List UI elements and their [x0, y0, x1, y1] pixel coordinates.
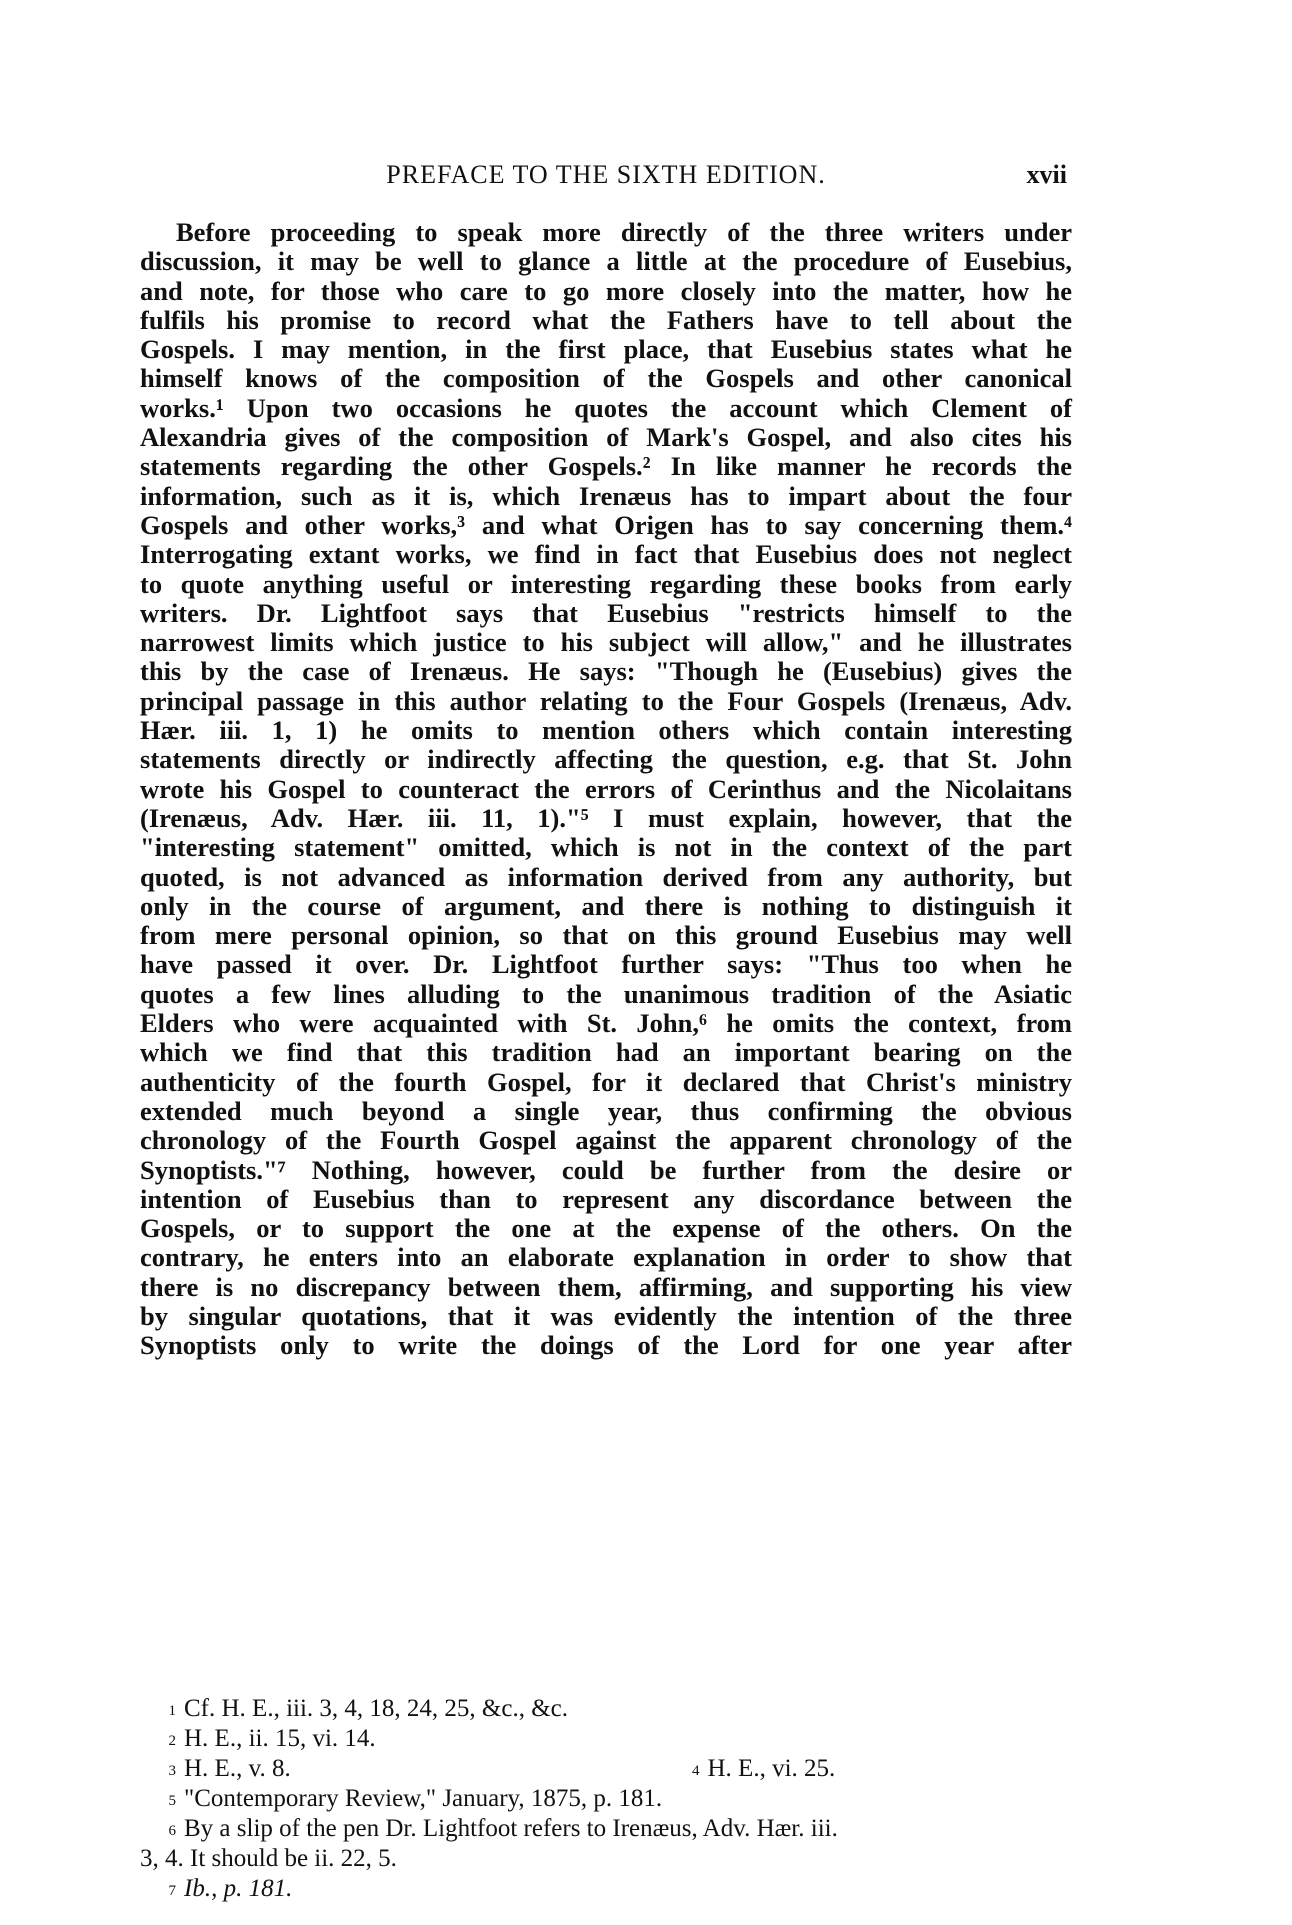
running-header — [140, 160, 1072, 200]
footnote-6-continuation: 3, 4. It should be ii. 22, 5. — [140, 1845, 397, 1872]
footnote-text: "Contemporary Review," January, 1875, p. 181. — [184, 1785, 663, 1812]
footnote-text: H. E., ii. 15, vi. 14. — [184, 1725, 376, 1752]
page-number: xvii — [1026, 160, 1067, 189]
body-line: statements regarding the other Gospels.² In like manner he records the — [140, 451, 1072, 482]
body-line: discussion, it may be well to glance a little at the procedure of Eusebius, — [140, 246, 1072, 277]
body-line: only in the course of argument, and there is nothing to distinguish it — [140, 890, 1072, 921]
body-line: which we find that this tradition had an important bearing on the — [140, 1037, 1072, 1068]
footnote-text: H. E., v. 8. — [184, 1755, 291, 1782]
footnote-text: Ib., p. 181. — [184, 1875, 293, 1902]
footnote-mark: 1 — [168, 1703, 176, 1719]
footnote-text: Cf. H. E., iii. 3, 4, 18, 24, 25, &c., &c. — [184, 1695, 568, 1722]
body-line: Gospels, or to support the one at the expense of the others. On the — [140, 1213, 1072, 1244]
body-line: authenticity of the fourth Gospel, for it declared that Christ's ministry — [140, 1066, 1072, 1097]
footnote-mark: 3 — [168, 1763, 176, 1779]
footnote-5 — [140, 1784, 1072, 1814]
body-line: intention of Eusebius than to represent any discordance between the — [140, 1183, 1072, 1214]
body-line: from mere personal opinion, so that on this ground Eusebius may well — [140, 920, 1072, 951]
body-line: (Irenæus, Adv. Hær. iii. 11, 1)."⁵ I must explain, however, that the — [140, 802, 1072, 833]
footnote-mark: 4 — [692, 1763, 700, 1779]
body-line: principal passage in this author relating to the Four Gospels (Irenæus, Adv. — [140, 685, 1072, 716]
footnote-mark: 2 — [168, 1733, 176, 1749]
body-line: Interrogating extant works, we find in fact that Eusebius does not neglect — [140, 539, 1072, 570]
body-line: have passed it over. Dr. Lightfoot further says: "Thus too when he — [140, 949, 1072, 980]
body-line: extended much beyond a single year, thus confirming the obvious — [140, 1095, 1072, 1126]
footnote-mark: 6 — [168, 1823, 176, 1839]
footnote-1 — [140, 1694, 1072, 1724]
body-line: Gospels. I may mention, in the first place, that Eusebius states what he — [140, 334, 1072, 365]
footnotes — [140, 1694, 1072, 1904]
body-line: quoted, is not advanced as information derived from any authority, but — [140, 861, 1072, 892]
footnote-7 — [140, 1874, 1072, 1904]
footnote-3 — [140, 1755, 291, 1782]
footnote-4 — [692, 1754, 835, 1784]
body-line: "interesting statement" omitted, which is not in the context of the part — [140, 832, 1072, 863]
footnote-mark: 7 — [168, 1883, 176, 1899]
body-line: statements directly or indirectly affecting the question, e.g. that St. John — [140, 744, 1072, 775]
body-line: and note, for those who care to go more closely into the matter, how he — [140, 275, 1072, 306]
body-line: works.¹ Upon two occasions he quotes the account which Clement of — [140, 392, 1072, 423]
body-line: to quote anything useful or interesting regarding these books from early — [140, 568, 1072, 599]
body-line: himself knows of the composition of the Gospels and other canonical — [140, 363, 1072, 394]
footnote-mark: 5 — [168, 1793, 176, 1809]
body-line: quotes a few lines alluding to the unanimous tradition of the Asiatic — [140, 978, 1072, 1009]
footnote-6 — [140, 1814, 1072, 1844]
body-line: chronology of the Fourth Gospel against the apparent chronology of the — [140, 1125, 1072, 1156]
body-line: Elders who were acquainted with St. John,⁶ he omits the context, from — [140, 1008, 1072, 1039]
body-line: narrowest limits which justice to his subject will allow," and he illustrates — [140, 627, 1072, 658]
body-line: this by the case of Irenæus. He says: "Though he (Eusebius) gives the — [140, 656, 1072, 687]
page-title: PREFACE TO THE SIXTH EDITION. — [386, 160, 826, 189]
body-line: Alexandria gives of the composition of Mark's Gospel, and also cites his — [140, 422, 1072, 453]
body-line: there is no discrepancy between them, affirming, and supporting his view — [140, 1271, 1072, 1302]
body-line: fulfils his promise to record what the Fathers have to tell about the — [140, 304, 1072, 335]
body-line: wrote his Gospel to counteract the errors of Cerinthus and the Nicolaitans — [140, 773, 1072, 804]
body-line: Gospels and other works,³ and what Origen has to say concerning them.⁴ — [140, 509, 1072, 540]
body-line: Synoptists only to write the doings of the Lord for one year after — [140, 1330, 1072, 1361]
footnote-text: H. E., vi. 25. — [707, 1755, 836, 1782]
footnote-2 — [140, 1724, 1072, 1754]
body-line: Hær. iii. 1, 1) he omits to mention others which contain interesting — [140, 715, 1072, 746]
footnote-text: By a slip of the pen Dr. Lightfoot refers to Irenæus, Adv. Hær. iii. — [184, 1815, 838, 1842]
body-line: by singular quotations, that it was evidently the intention of the three — [140, 1300, 1072, 1331]
body-line: Synoptists."⁷ Nothing, however, could be further from the desire or — [140, 1154, 1072, 1185]
footnote-row-3-4 — [140, 1754, 1072, 1784]
body-line: writers. Dr. Lightfoot says that Eusebius "restricts himself to the — [140, 597, 1072, 628]
body-line: contrary, he enters into an elaborate explanation in order to show that — [140, 1242, 1072, 1273]
body-text — [140, 218, 1072, 1361]
body-line: information, such as it is, which Irenæus has to impart about the four — [140, 480, 1072, 511]
body-line: Before proceeding to speak more directly of the three writers under — [176, 217, 1072, 247]
